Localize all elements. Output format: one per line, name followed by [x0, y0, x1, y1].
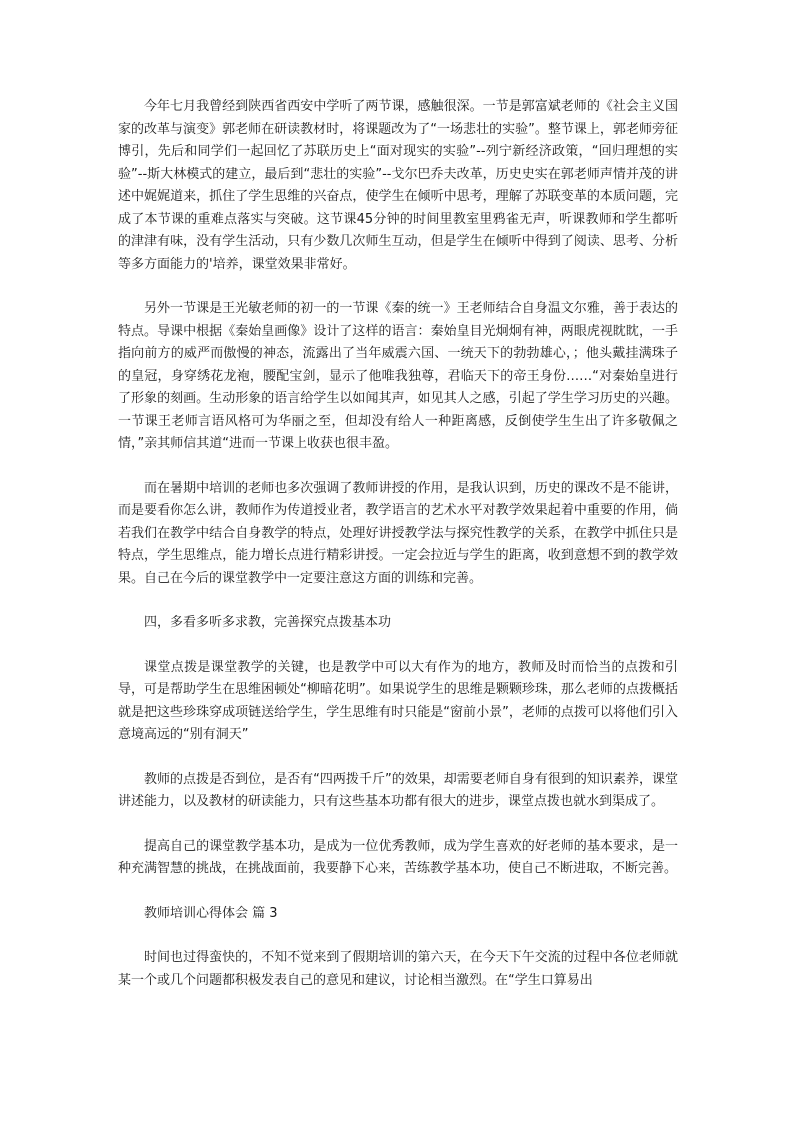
document-body [118, 96, 678, 992]
body-paragraph: 另外一节课是王光敏老师的初一的一节课《秦的统一》王老师结合自身温文尔雅，善于表达的特点。导课中根据《秦始皇画像》设计了这样的语言：秦始皇目光炯炯有神，两眼虎视眈眈，一手指向前方的威严而傲慢的神态，流露出了当年威震六国、一统天下的勃勃雄心，；他头戴挂满珠子的皇冠，身穿绣花龙袍，腰配宝剑，显示了他唯我独尊，君临天下的帝王身份……“对秦始皇进行了形象的刻画。生动形象的语言给学生以如闻其声，如见其人之感，引起了学生学习历史的兴趣。一节课王老师言语风格可为华丽之至，但却没有给人一种距离感，反倒使学生生出了许多敬佩之情，”亲其师信其道“进而一节课上收获也很丰盈。 [118, 301, 678, 451]
body-paragraph: 教师的点拨是否到位，是否有“四两拨千斤”的效果，却需要老师自身有很到的知识素养，课堂讲述能力，以及教材的研读能力，只有这些基本功都有很大的进步，课堂点拨也就水到渠成了。 [118, 771, 678, 809]
body-paragraph: 课堂点拨是课堂教学的关键，也是教学中可以大有作为的地方，教师及时而恰当的点拨和引导，可是帮助学生在思维困顿处“柳暗花明”。如果说学生的思维是颗颗珍珠，那么老师的点拨概括就是把这些珍珠穿成项链送给学生，学生思维有时只能是“窗前小景”，老师的点拨可以将他们引入意境高远的“别有洞天” [118, 659, 678, 742]
body-paragraph: 今年七月我曾经到陕西省西安中学听了两节课，感触很深。一节是郭富斌老师的《社会主义国家的改革与演变》郭老师在研读教材时，将课题改为了“一场悲壮的实验”。整节课上，郭老师旁征博引，先后和同学们一起回忆了苏联历史上“面对现实的实验”--列宁新经济政策，“回归理想的实验”--斯大林模式的建立，最后到“悲壮的实验”--戈尔巴乔夫改革，历史史实在郭老师声情并茂的讲述中娓娓道来，抓住了学生思维的兴奋点，使学生在倾听中思考，理解了苏联变革的本质问题，完成了本节课的重难点落实与突破。这节课45分钟的时间里教室里鸦雀无声，听课教师和学生都听的津津有味，没有学生活动，只有少数几次师生互动，但是学生在倾听中得到了阅读、思考、分析等多方面能力的'培养，课堂效果非常好。 [118, 99, 678, 272]
body-paragraph: 时间也过得蛮快的，不知不觉来到了假期培训的第六天，在今天下午交流的过程中各位老师就某一个或几个问题都积极发表自己的意见和建议，讨论相当激烈。在“学生口算易出 [118, 950, 678, 988]
section-title: 教师培训心得体会 篇 3 [144, 905, 278, 921]
body-paragraph: 而在暑期中培训的老师也多次强调了教师讲授的作用，是我认识到，历史的课改不是不能讲，而是要看你怎么讲，教师作为传道授业者，教学语言的艺术水平对教学效果起着中重要的作用，倘若我们在教学中结合自身教学的特点，处理好讲授教学法与探究性教学的关系，在教学中抓住只是特点，学生思维点，能力增长点进行精彩讲授。一定会拉近与学生的距离，收到意想不到的教学效果。自己在今后的课堂教学中一定要注意这方面的训练和完善。 [118, 480, 678, 586]
body-paragraph: 提高自己的课堂教学基本功，是成为一位优秀教师，成为学生喜欢的好老师的基本要求，是一种充满智慧的挑战，在挑战面前，我要静下心来，苦练教学基本功，使自己不断进取，不断完善。 [118, 838, 678, 876]
section-heading: 四，多看多听多求教，完善探究点拨基本功 [144, 615, 392, 630]
